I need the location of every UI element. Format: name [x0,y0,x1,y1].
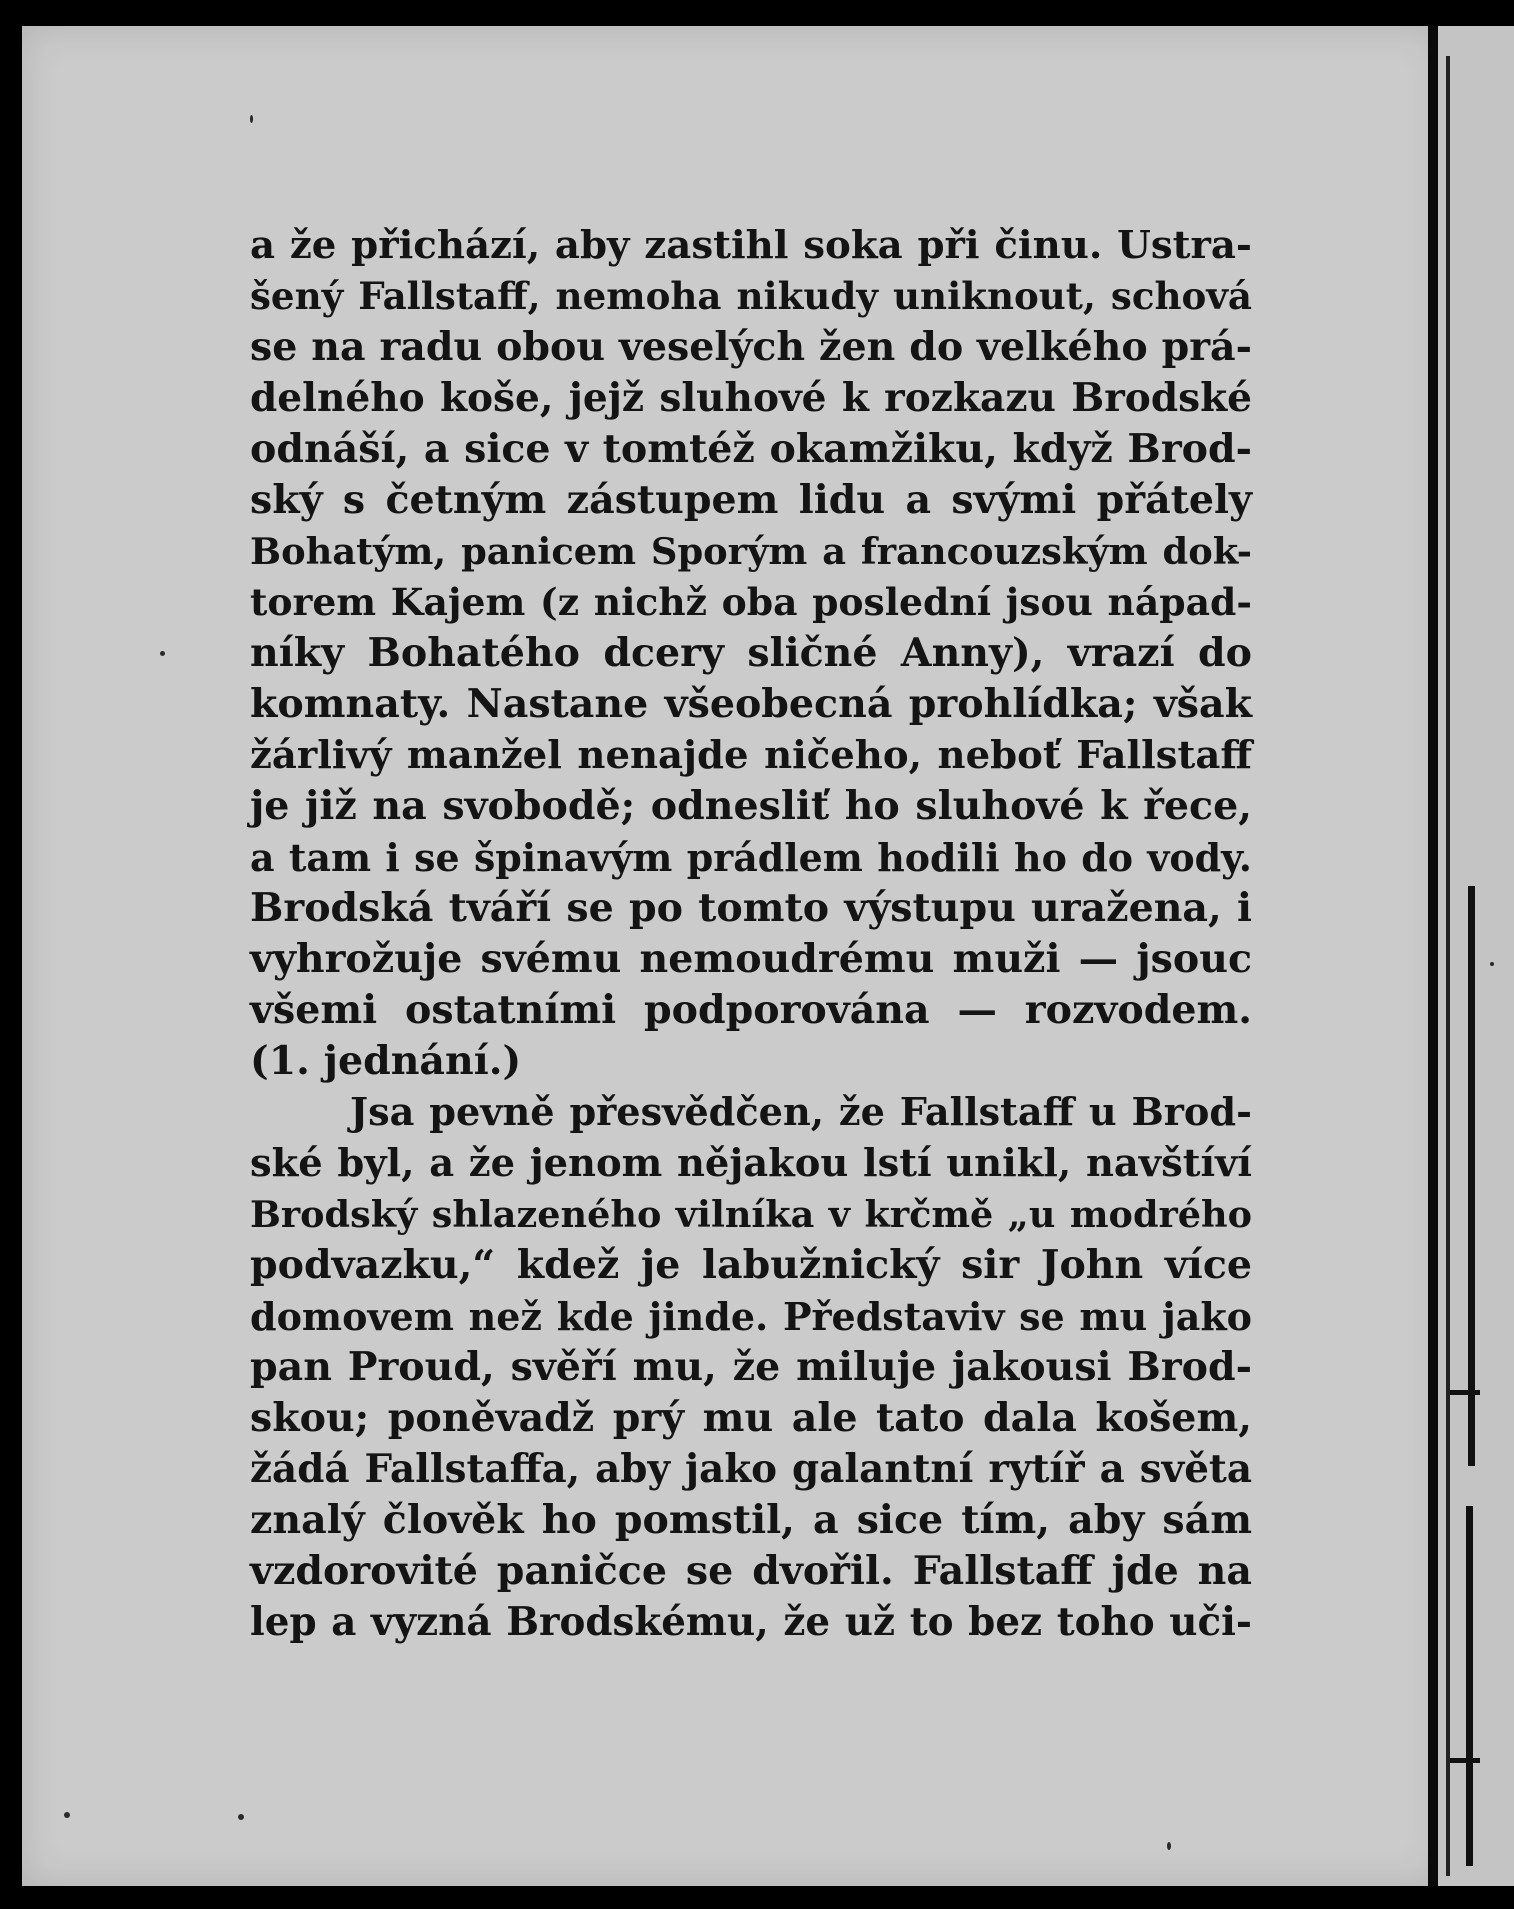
text-line: Brodský shlazeného vilníka v krčmě „u modrého [250,1193,1252,1236]
page-speck [1490,962,1494,966]
text-line: komnaty. Nastane všeobecná prohlídka; však [250,681,1252,727]
page-speck [160,651,165,656]
text-line: šený Fallstaff, nemoha nikudy uniknout, schová [250,274,1252,318]
text-line: ský s četným zástupem lidu a svými přátely [250,477,1252,523]
text-line: se na radu obou veselých žen do velkého prá- [250,324,1252,370]
text-line: (1. jednání.) [250,1038,522,1084]
page-speck [250,115,253,123]
text-line: žárlivý manžel nenajde ničeho, neboť Fallstaff [250,733,1252,778]
text-line: skou; poněvadž prý mu ale tato dala košem, [250,1395,1252,1441]
text-line: ské byl, a že jenom nějakou lstí unikl, navštíví [250,1141,1252,1186]
facing-page-rule [1466,1506,1473,1866]
text-line: Brodská tváří se po tomto výstupu uražena, i [250,885,1252,931]
facing-page-tick [1450,1390,1480,1395]
facing-page-rule [1446,56,1450,1876]
text-line: žádá Fallstaffa, aby jako galantní rytíř a světa [250,1447,1252,1492]
text-line: domovem než kde jinde. Představiv se mu jako [250,1294,1252,1339]
binding-edge [1428,26,1438,1886]
text-line: a že přichází, aby zastihl soka při činu. Ustra- [250,223,1252,268]
text-line: Jsa pevně přesvědčen, že Fallstaff u Brod- [350,1090,1252,1135]
text-line: torem Kajem (z nichž oba poslední jsou nápad- [250,580,1252,624]
text-line: delného koše, jejž sluhové k rozkazu Brodské [250,375,1252,421]
body-text [250,220,1252,1648]
text-line: níky Bohatého dcery sličné Anny), vrazí do [250,630,1252,676]
facing-page-rule [1468,886,1475,1466]
page-speck [64,1812,70,1818]
text-line: znalý člověk ho pomstil, a sice tím, aby sám [250,1497,1252,1543]
text-line: pan Proud, svěří mu, že miluje jakousi Brod- [250,1344,1252,1390]
page-speck [238,1814,244,1820]
text-line: lep a vyzná Brodskému, že už to bez toho uči- [250,1600,1252,1645]
text-line: podvazku,“ kdež je labužnický sir John více [250,1242,1252,1288]
facing-page-edge [1438,26,1514,1886]
text-line: všemi ostatními podporována — rozvodem. [250,987,1252,1033]
page-speck [1167,1842,1171,1850]
text-line: odnáší, a sice v tomtéž okamžiku, když Brod- [250,426,1252,472]
text-line: Bohatým, panicem Sporým a francouzským dok- [250,529,1252,573]
text-line: a tam i se špinavým prádlem hodili ho do vody. [250,835,1252,880]
text-line: vzdorovité paničce se dvořil. Fallstaff jde na [250,1548,1252,1594]
text-line: je již na svobodě; odnesliť ho sluhové k řece, [250,783,1252,829]
facing-page-tick [1450,1758,1480,1763]
text-line: vyhrožuje svému nemoudrému muži — jsouc [250,936,1252,982]
